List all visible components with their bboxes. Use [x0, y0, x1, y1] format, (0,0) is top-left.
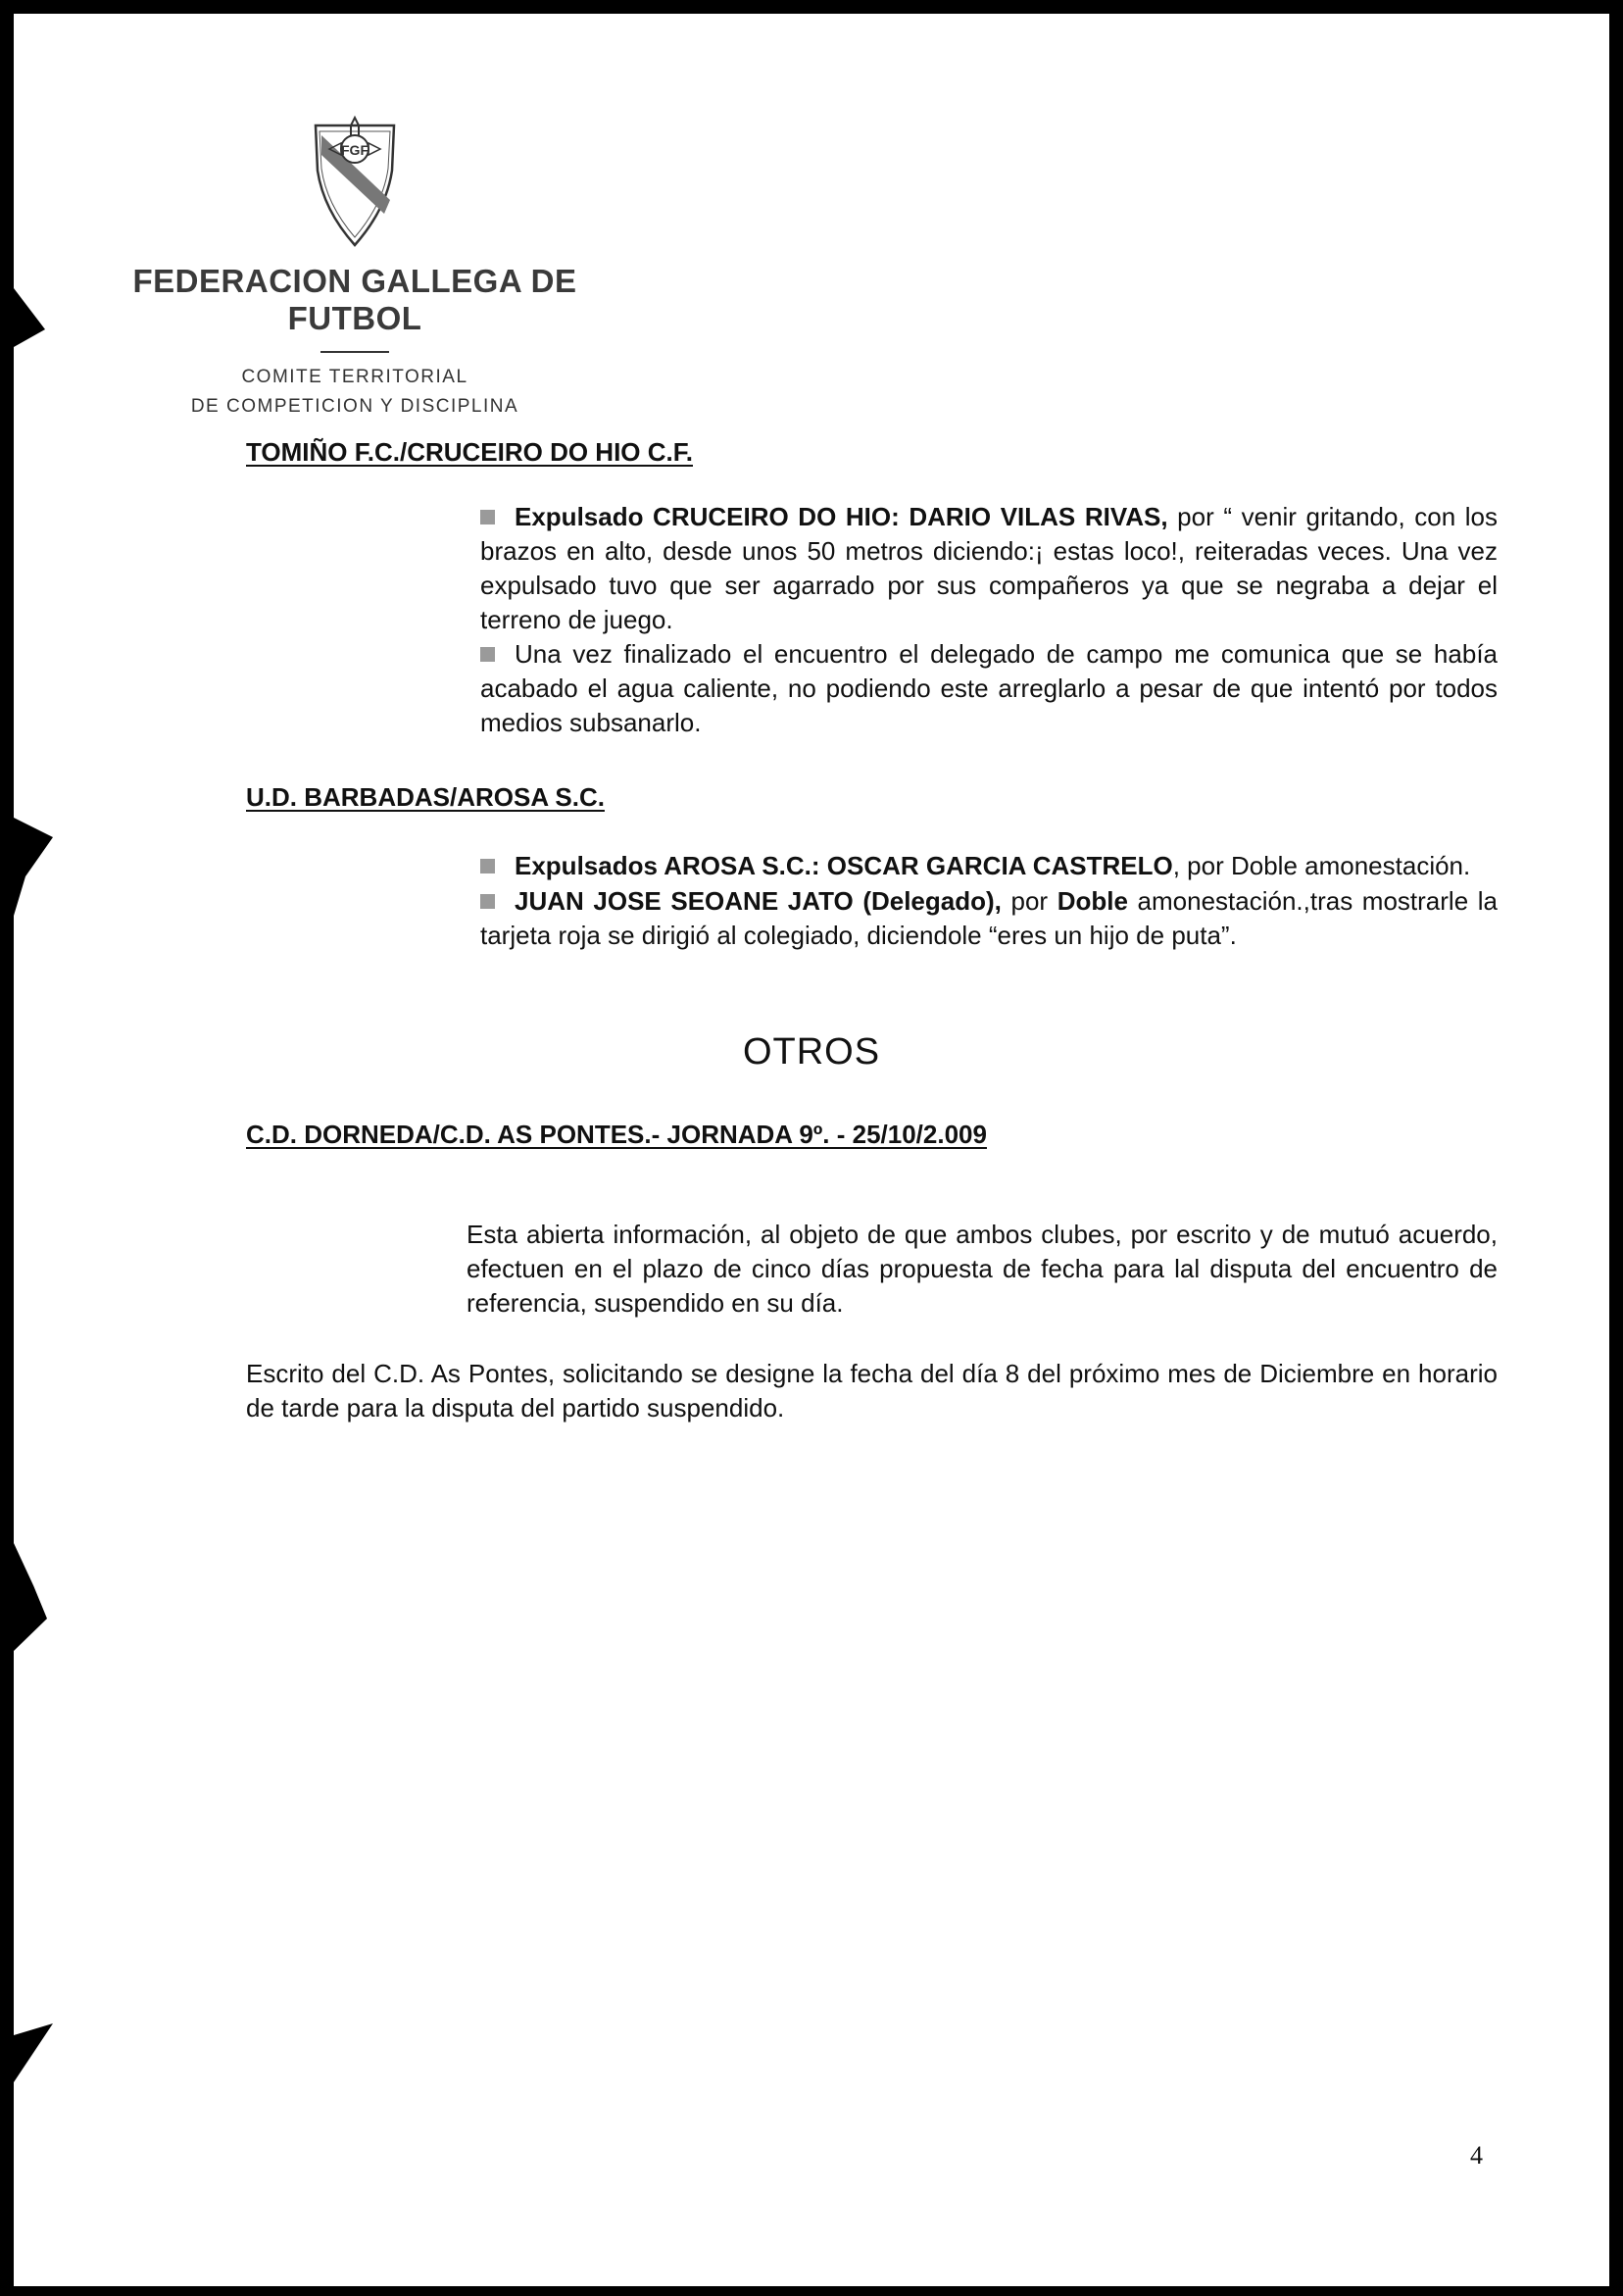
otros-title: OTROS: [742, 1031, 881, 1073]
item-text: , por Doble amonestación.: [1172, 851, 1471, 880]
page-number: 4: [1470, 2141, 1483, 2170]
letterhead: [129, 112, 580, 422]
section-heading: U.D. BARBADAS/AROSA S.C.: [246, 782, 605, 812]
federation-name: FEDERACION GALLEGA DE FUTBOL: [132, 263, 577, 336]
item-bold-text: Expulsado CRUCEIRO DO HIO: DARIO VILAS RIVAS,: [515, 502, 1168, 531]
section-item: [341, 884, 1498, 953]
document-page: [14, 14, 1609, 2286]
section-heading: TOMIÑO F.C./CRUCEIRO DO HIO C.F.: [246, 437, 693, 467]
tear-mark: [14, 818, 53, 916]
section-heading: C.D. DORNEDA/C.D. AS PONTES.- JORNADA 9º. - 25/10/2.009: [246, 1120, 987, 1149]
item-text: amonestación.,tras mostrarle la tarjeta roja se dirigió al colegiado, diciendole “eres un hijo de puta”.: [480, 886, 1498, 950]
tear-mark: [14, 288, 45, 347]
svg-text:FGF: FGF: [341, 142, 369, 158]
committee-line-2: DE COMPETICION Y DISCIPLINA: [190, 396, 519, 417]
item-bold-text: Expulsados AROSA S.C.: OSCAR GARCIA CASTRELO: [515, 851, 1173, 880]
square-bullet-icon: [480, 647, 495, 662]
letterhead-divider: [320, 351, 389, 353]
section-item: [341, 500, 1498, 637]
otros-paragraph: Esta abierta información, al objeto de que ambos clubes, por escrito y de mutuó acuerdo, efectuen en el plazo de cinco días propuesta de fecha para lal disputa del encuentro de referencia, suspendido en su día.: [467, 1220, 1498, 1318]
item-bold-text: JUAN JOSE SEOANE JATO (Delegado),: [515, 886, 1002, 916]
otros-paragraph: Escrito del C.D. As Pontes, solicitando se designe la fecha del día 8 del próximo mes de Diciembre en horario de tarde para la disputa del partido suspendido.: [246, 1359, 1498, 1423]
federation-crest-icon: [308, 112, 402, 249]
committee-line-1: COMITE TERRITORIAL: [241, 367, 468, 387]
item-text: por: [1001, 886, 1057, 916]
item-text: por “ venir gritando, con los brazos en alto, desde unos 50 metros diciendo:¡ estas loco!, reiteradas veces. Una vez expulsado tuvo que ser agarrado por sus compañeros ya que se negraba a dejar el terreno de juego.: [480, 502, 1498, 634]
item-text: Una vez finalizado el encuentro el delegado de campo me comunica que se había acabado el agua caliente, no podiendo este arreglarlo a pesar de que intentó por todos medios subsanarlo.: [480, 639, 1498, 737]
tear-mark: [14, 1543, 47, 1651]
square-bullet-icon: [480, 510, 495, 524]
square-bullet-icon: [480, 894, 495, 909]
section-item: [341, 849, 1498, 883]
square-bullet-icon: [480, 859, 495, 873]
section-item: [341, 637, 1498, 740]
item-bold-text: Doble: [1057, 886, 1128, 916]
tear-mark: [14, 2023, 53, 2082]
